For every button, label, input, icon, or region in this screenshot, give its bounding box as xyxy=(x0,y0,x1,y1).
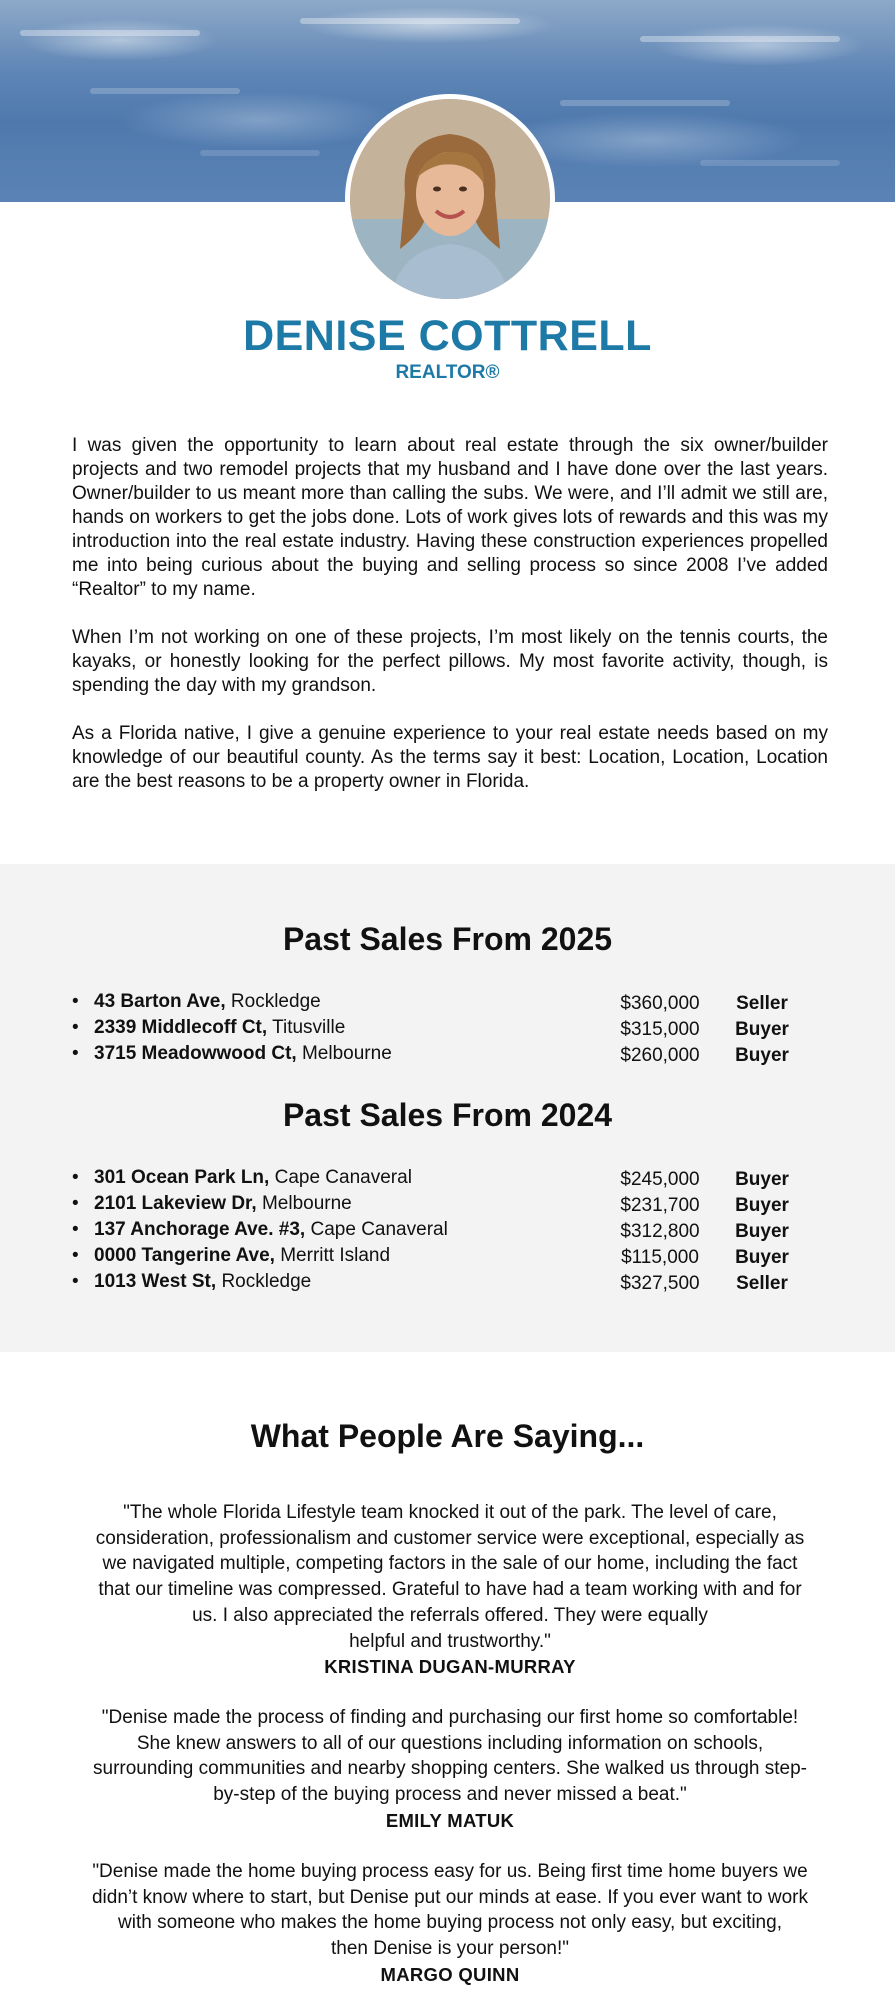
sale-street: 1013 West St, xyxy=(94,1271,217,1292)
sale-role: Seller xyxy=(736,993,788,1014)
sale-item xyxy=(72,991,832,1017)
sale-city: Melbourne xyxy=(301,1043,392,1064)
sale-city: Cape Canaveral xyxy=(310,1219,448,1240)
sale-street: 2101 Lakeview Dr, xyxy=(94,1193,257,1214)
sale-price: $115,000 xyxy=(621,1247,699,1268)
agent-name: DENISE COTTRELL xyxy=(243,312,652,360)
sale-price: $312,800 xyxy=(620,1221,700,1242)
sale-city: Merritt Island xyxy=(280,1245,391,1266)
quote-line: She knew answers to all of our questions including information on schools, xyxy=(136,1732,764,1754)
sale-city: Melbourne xyxy=(261,1193,352,1214)
bullet: • xyxy=(72,1043,79,1064)
sale-price: $327,500 xyxy=(620,1273,700,1294)
quote-line: consideration, professionalism and customer service were exceptional, especially as xyxy=(95,1527,805,1549)
bio-paragraph: As a Florida native, I give a genuine experience to your real estate needs based on my knowledge of our beautiful county. As the terms say it best: Location, Location, Location are the best reasons to be a property owner in Florida. xyxy=(72,723,828,792)
sale-price: $231,700 xyxy=(620,1195,700,1216)
quote-line: we navigated multiple, competing factors in the sale of our home, including the fact xyxy=(102,1553,798,1575)
past-sales-section xyxy=(0,864,895,1352)
portrait-illustration xyxy=(350,99,550,299)
sale-item xyxy=(72,1219,832,1245)
sale-city: Titusville xyxy=(272,1017,346,1038)
testimonials-heading: What People Are Saying... xyxy=(250,1418,645,1454)
agent-photo xyxy=(345,94,555,304)
sale-price: $245,000 xyxy=(620,1169,700,1190)
testimonial-quote xyxy=(72,1705,828,1808)
testimonial-quote xyxy=(72,1500,828,1654)
quote-line: didn’t know where to start, but Denise put our minds at ease. If you ever want to work xyxy=(91,1886,809,1908)
sale-role: Buyer xyxy=(735,1247,789,1268)
quote-line: us. I also appreciated the referrals offered. They were equally xyxy=(192,1604,708,1626)
sale-item xyxy=(72,1193,832,1219)
testimonial-author: EMILY MATUK xyxy=(385,1809,515,1831)
sale-street: 2339 Middlecoff Ct, xyxy=(94,1017,268,1038)
bullet: • xyxy=(72,991,79,1012)
sales-heading-2024: Past Sales From 2024 xyxy=(282,1097,613,1133)
sale-price: $315,000 xyxy=(620,1019,700,1040)
testimonial xyxy=(72,1859,828,1988)
sale-street: 3715 Meadowwood Ct, xyxy=(94,1043,297,1064)
bullet: • xyxy=(72,1193,79,1214)
sale-item xyxy=(72,1271,832,1297)
quote-line: "Denise made the home buying process easy for us. Being first time home buyers we xyxy=(92,1861,808,1882)
sale-item xyxy=(72,1017,832,1043)
sale-role: Buyer xyxy=(735,1221,789,1242)
sale-role: Buyer xyxy=(735,1045,789,1066)
sale-city: Rockledge xyxy=(221,1271,312,1292)
sale-street: 137 Anchorage Ave. #3, xyxy=(94,1219,306,1240)
sale-street: 0000 Tangerine Ave, xyxy=(94,1245,275,1266)
sale-price: $360,000 xyxy=(620,993,700,1014)
quote-line: that our timeline was compressed. Grateful to have had a team working with and for xyxy=(98,1579,802,1601)
sale-item xyxy=(72,1245,832,1271)
sale-role: Seller xyxy=(736,1273,788,1294)
quote-line: "The whole Florida Lifestyle team knocked it out of the park. The level of care, xyxy=(123,1502,777,1523)
sale-item xyxy=(72,1043,832,1069)
testimonial-author: MARGO QUINN xyxy=(380,1963,520,1985)
bullet: • xyxy=(72,1271,79,1292)
testimonial-author: KRISTINA DUGAN-MURRAY xyxy=(324,1656,576,1678)
testimonial-quote xyxy=(72,1859,828,1962)
sale-city: Cape Canaveral xyxy=(274,1167,412,1188)
testimonial xyxy=(72,1705,828,1834)
sale-role: Buyer xyxy=(735,1169,789,1190)
bio-paragraph: I was given the opportunity to learn about real estate through the six owner/builder projects and two remodel projects that my husband and I have done over the last years. Owner/builder to us meant more than calling the subs. We were, and I’ll admit we still are, hands on workers to get the jobs done. Lots of work gives lots of rewards and this was my introduction into the real estate industry. Having these construction experiences propelled me into being curious about the buying and selling process so since 2008 I’ve added “Realtor” to my name. xyxy=(72,435,828,600)
bullet: • xyxy=(72,1017,79,1038)
bio-section xyxy=(72,434,828,818)
sale-role: Buyer xyxy=(735,1195,789,1216)
sales-heading-2025: Past Sales From 2025 xyxy=(282,921,613,957)
quote-line: surrounding communities and nearby shopping centers. She walked us through step- xyxy=(93,1758,807,1780)
sale-street: 301 Ocean Park Ln, xyxy=(94,1167,270,1188)
sale-street: 43 Barton Ave, xyxy=(94,991,226,1012)
bio-paragraph: When I’m not working on one of these projects, I’m most likely on the tennis courts, the kayaks, or honestly looking for the perfect pillows. My most favorite activity, though, is spending the day with my grandson. xyxy=(72,627,828,696)
sale-item xyxy=(72,1167,832,1193)
quote-line: helpful and trustworthy." xyxy=(349,1630,551,1652)
quote-line: with someone who makes the home buying process not only easy, but exciting, xyxy=(118,1912,782,1934)
quote-line: then Denise is your person!" xyxy=(330,1938,570,1960)
bullet: • xyxy=(72,1245,79,1266)
testimonial xyxy=(72,1500,828,1680)
agent-title: REALTOR® xyxy=(395,362,500,383)
sale-city: Rockledge xyxy=(230,991,321,1012)
sale-price: $260,000 xyxy=(620,1045,700,1066)
sale-role: Buyer xyxy=(735,1019,789,1040)
quote-line: by-step of the buying process and never missed a beat." xyxy=(213,1784,687,1806)
bullet: • xyxy=(72,1219,79,1240)
quote-line: "Denise made the process of finding and purchasing our first home so comfortable! xyxy=(101,1707,799,1728)
bullet: • xyxy=(72,1167,79,1188)
